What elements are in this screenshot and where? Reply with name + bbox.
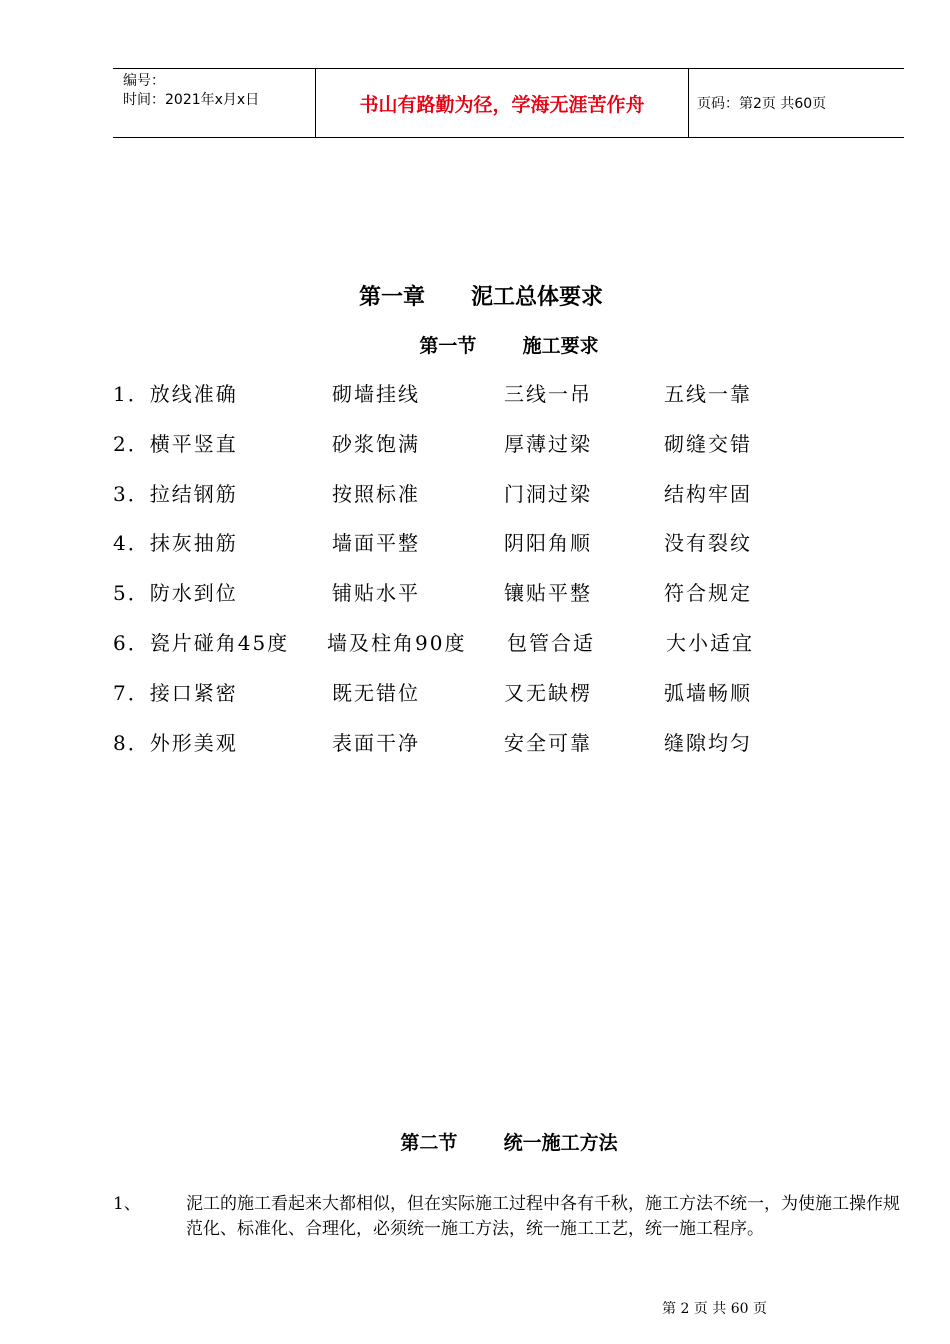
- requirement-item: 既无错位: [332, 680, 420, 705]
- requirement-item: 厚薄过梁: [504, 431, 592, 456]
- requirement-item: 三线一吊: [504, 382, 592, 406]
- requirement-item: 4．抹灰抽筋: [113, 531, 238, 556]
- section-title-2: 第二节 统一施工方法: [400, 1132, 618, 1154]
- requirement-item: 安全可靠: [504, 730, 592, 755]
- paragraph-number: 1、: [113, 1194, 141, 1214]
- requirement-item: 包管合适: [507, 630, 595, 655]
- requirement-item: 镶贴平整: [504, 581, 592, 606]
- requirement-item: 又无缺楞: [504, 680, 592, 705]
- page-header: [113, 68, 904, 138]
- header-meta: [113, 69, 316, 137]
- requirement-item: 8．外形美观: [113, 730, 238, 755]
- requirement-item: 阴阳角顺: [504, 531, 592, 556]
- requirement-item: 1．放线准确: [113, 382, 238, 406]
- requirement-item: 没有裂纹: [664, 531, 752, 556]
- paragraph-text: 泥工的施工看起来大都相似，但在实际施工过程中各有千秋，施工方法不统一，为使施工操作规范化、标准化、合理化，必须统一施工方法，统一施工工艺，统一施工程序。: [186, 1194, 900, 1239]
- requirement-item: 3．拉结钢筋: [113, 481, 238, 506]
- requirement-item: 2．横平竖直: [113, 431, 238, 456]
- requirement-item: 砌墙挂线: [332, 382, 420, 406]
- header-page-label: 页码：第2页 共60页: [697, 96, 827, 112]
- requirement-item: 砂浆饱满: [332, 431, 420, 456]
- requirement-item: 5．防水到位: [113, 581, 238, 606]
- requirement-item: 按照标准: [332, 481, 420, 506]
- requirement-item: 符合规定: [664, 581, 752, 606]
- section-title-1: 第一节 施工要求: [419, 335, 599, 357]
- requirement-item: 缝隙均匀: [664, 730, 752, 755]
- number-label: 编号：: [123, 73, 165, 89]
- header-motto: 书山有路勤为径，学海无涯苦作舟: [359, 93, 645, 116]
- requirement-item: 7．接口紧密: [113, 680, 238, 705]
- requirement-item: 结构牢固: [664, 481, 752, 506]
- chapter-title: 第一章 泥工总体要求: [359, 285, 603, 310]
- header-motto-cell: [316, 69, 689, 137]
- requirement-item: 墙面平整: [332, 531, 420, 556]
- requirement-item: 表面干净: [332, 730, 420, 755]
- requirement-item: 墙及柱角90度: [327, 630, 467, 655]
- requirement-item: 门洞过梁: [504, 481, 592, 506]
- requirement-item: 铺贴水平: [332, 581, 420, 606]
- page-footer: 第 2 页 共 60 页: [662, 1301, 767, 1317]
- requirement-item: 大小适宜: [666, 630, 754, 655]
- requirement-item: 五线一靠: [664, 382, 752, 406]
- time-label: 时间：2021年x月x日: [123, 92, 260, 108]
- requirement-item: 砌缝交错: [664, 431, 752, 456]
- header-page-cell: [689, 69, 904, 137]
- requirement-item: 弧墙畅顺: [664, 680, 752, 705]
- requirement-item: 6．瓷片碰角45度: [113, 630, 290, 655]
